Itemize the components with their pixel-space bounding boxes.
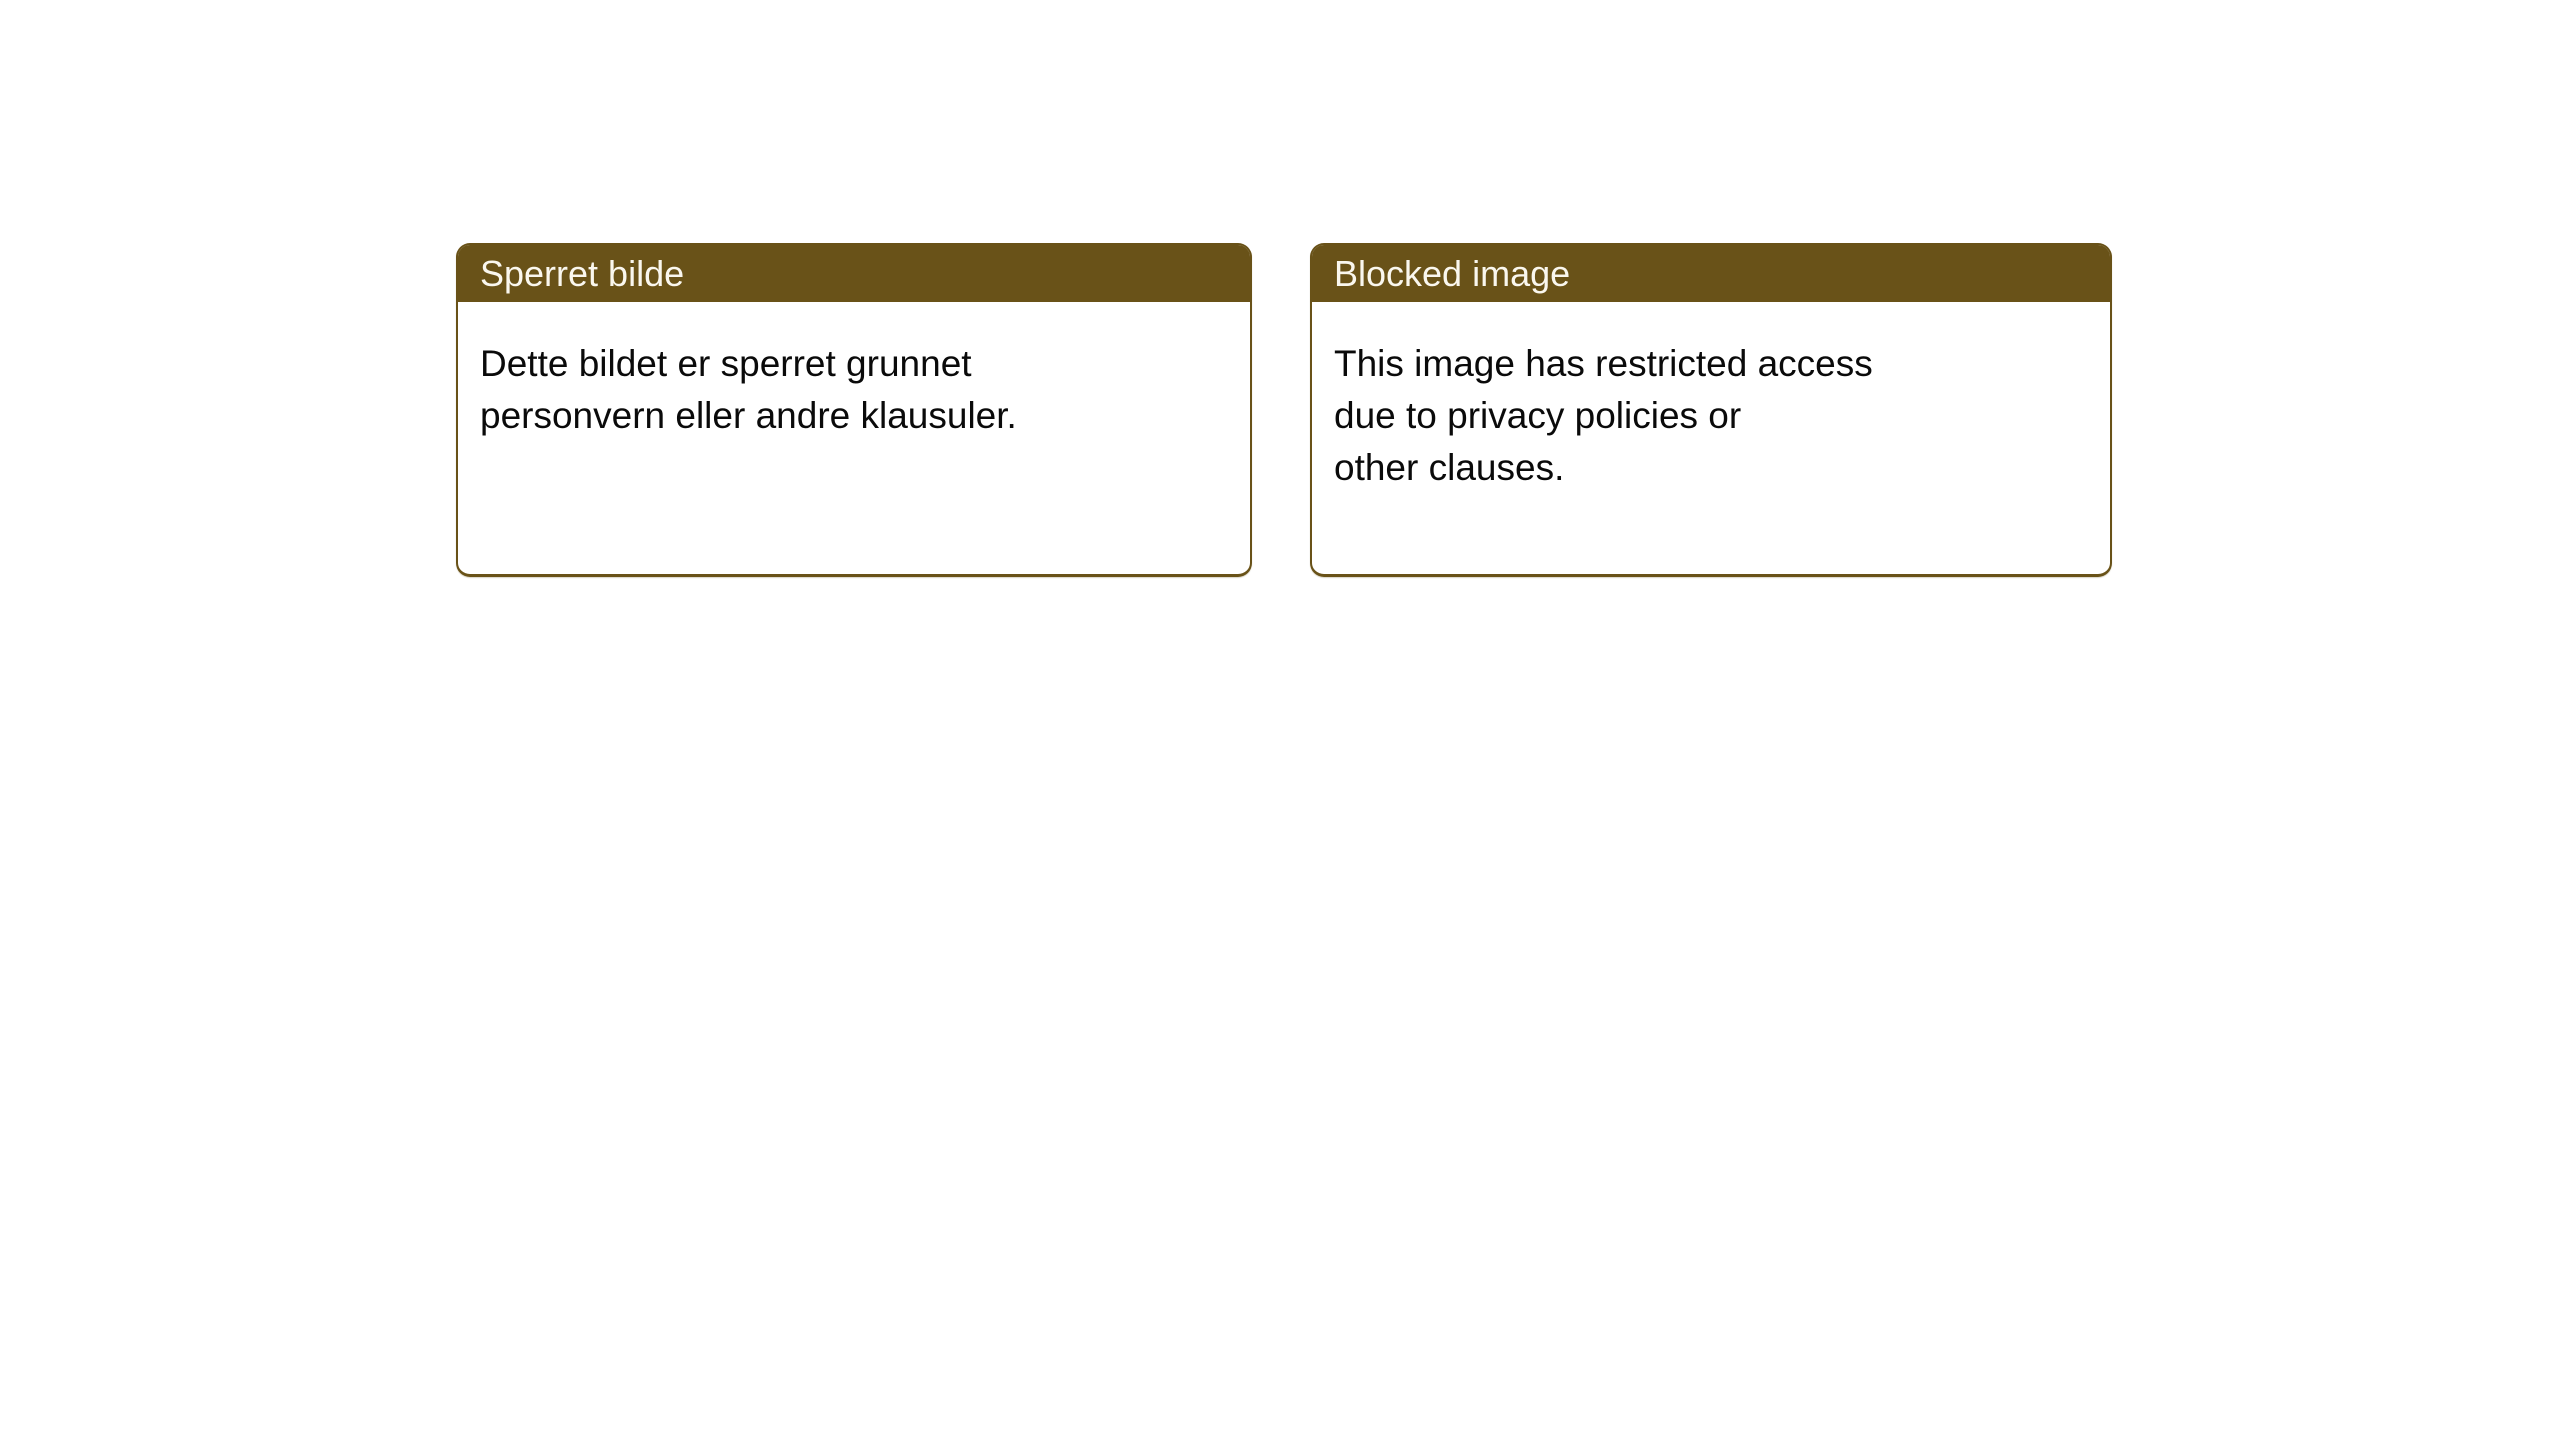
blocked-image-notice-card-english bbox=[1310, 243, 2112, 577]
card-body-line: This image has restricted access bbox=[1334, 343, 1873, 384]
card-title: Sperret bilde bbox=[480, 253, 685, 294]
card-body-line: Dette bildet er sperret grunnet bbox=[480, 343, 972, 384]
card-body-line: other clauses. bbox=[1334, 447, 1565, 488]
card-body bbox=[1312, 302, 2110, 494]
card-body-line: personvern eller andre klausuler. bbox=[480, 395, 1017, 436]
blocked-image-notice-card-norwegian bbox=[456, 243, 1252, 577]
card-body bbox=[458, 302, 1250, 442]
card-title: Blocked image bbox=[1334, 253, 1571, 294]
card-header bbox=[458, 245, 1250, 302]
card-header bbox=[1312, 245, 2110, 302]
card-body-line: due to privacy policies or bbox=[1334, 395, 1742, 436]
